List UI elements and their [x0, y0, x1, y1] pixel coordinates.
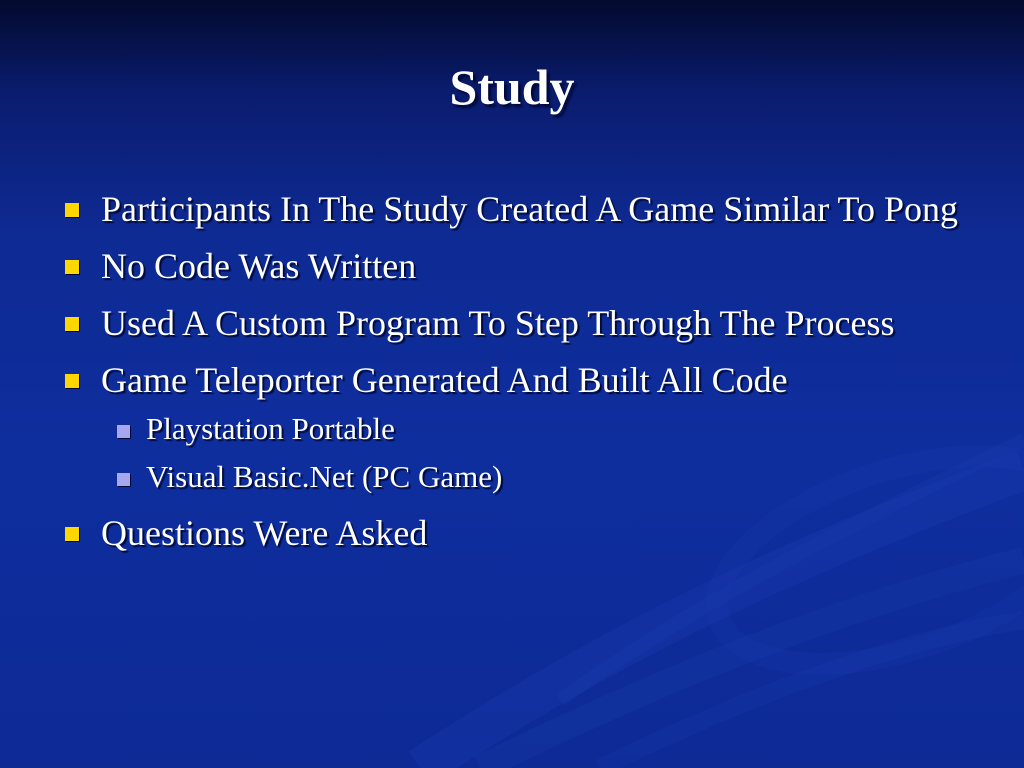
sub-bullet-item — [60, 411, 980, 447]
bullet-item — [60, 357, 980, 403]
square-sub-bullet-icon — [117, 425, 130, 438]
sub-bullet-item — [60, 459, 980, 495]
bullet-list — [60, 186, 980, 567]
square-bullet-icon — [65, 317, 79, 331]
square-bullet-icon — [65, 260, 79, 274]
bullet-text: Used A Custom Program To Step Through The Process — [101, 303, 895, 343]
bullet-text: Questions Were Asked — [101, 513, 428, 553]
bullet-text: Game Teleporter Generated And Built All Code — [101, 360, 788, 400]
bullet-text: Participants In The Study Created A Game Similar To Pong — [101, 189, 959, 229]
bullet-item — [60, 300, 980, 346]
square-bullet-icon — [65, 203, 79, 217]
square-bullet-icon — [65, 374, 79, 388]
square-bullet-icon — [65, 527, 79, 541]
sub-bullet-text: Visual Basic.Net (PC Game) — [146, 459, 503, 494]
sub-bullet-text: Playstation Portable — [146, 411, 395, 446]
bullet-item — [60, 510, 980, 556]
bullet-item — [60, 186, 980, 232]
slide-title: Study — [449, 59, 575, 115]
bullet-text: No Code Was Written — [101, 246, 417, 286]
square-sub-bullet-icon — [117, 473, 130, 486]
bullet-item — [60, 243, 980, 289]
